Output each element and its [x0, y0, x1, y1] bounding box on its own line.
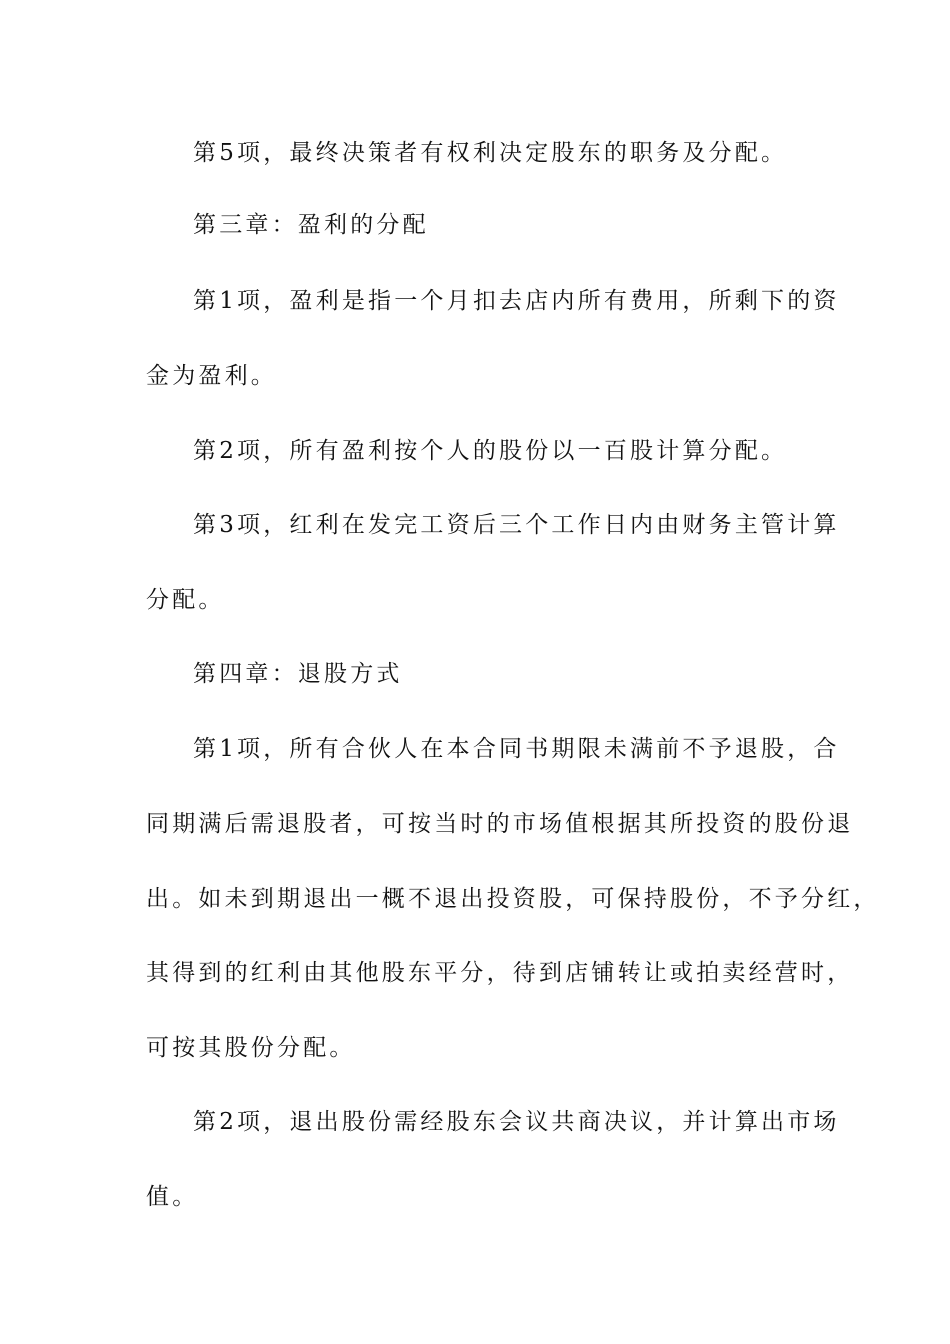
clause-2-withdrawal-line-1: 第2项，退出股份需经股东会议共商决议，并计算出市场 [193, 1109, 840, 1135]
clause-2-withdrawal-line-2: 值。 [146, 1184, 199, 1210]
clause-1-withdrawal-line-3: 出。如未到期退出一概不退出投资股，可保持股份，不予分红， [146, 886, 880, 912]
clause-1-withdrawal-line-2: 同期满后需退股者，可按当时的市场值根据其所投资的股份退 [146, 811, 854, 837]
clause-3-dividend-line-1: 第3项，红利在发完工资后三个工作日内由财务主管计算 [193, 512, 840, 538]
chapter-3-heading: 第三章：盈利的分配 [193, 212, 429, 238]
clause-3-dividend-line-2: 分配。 [146, 587, 225, 613]
clause-2-profit-distribution: 第2项，所有盈利按个人的股份以一百股计算分配。 [193, 438, 788, 464]
clause-5-decision-maker: 第5项，最终决策者有权利决定股东的职务及分配。 [193, 140, 788, 166]
chapter-4-heading: 第四章：退股方式 [193, 661, 403, 687]
clause-1-withdrawal-line-5: 可按其股份分配。 [146, 1035, 356, 1061]
clause-1-withdrawal-line-4: 其得到的红利由其他股东平分，待到店铺转让或拍卖经营时， [146, 960, 854, 986]
clause-1-withdrawal-line-1: 第1项，所有合伙人在本合同书期限未满前不予退股，合 [193, 736, 840, 762]
clause-1-profit-line-2: 金为盈利。 [146, 363, 277, 389]
clause-1-profit-line-1: 第1项，盈利是指一个月扣去店内所有费用，所剩下的资 [193, 288, 840, 314]
